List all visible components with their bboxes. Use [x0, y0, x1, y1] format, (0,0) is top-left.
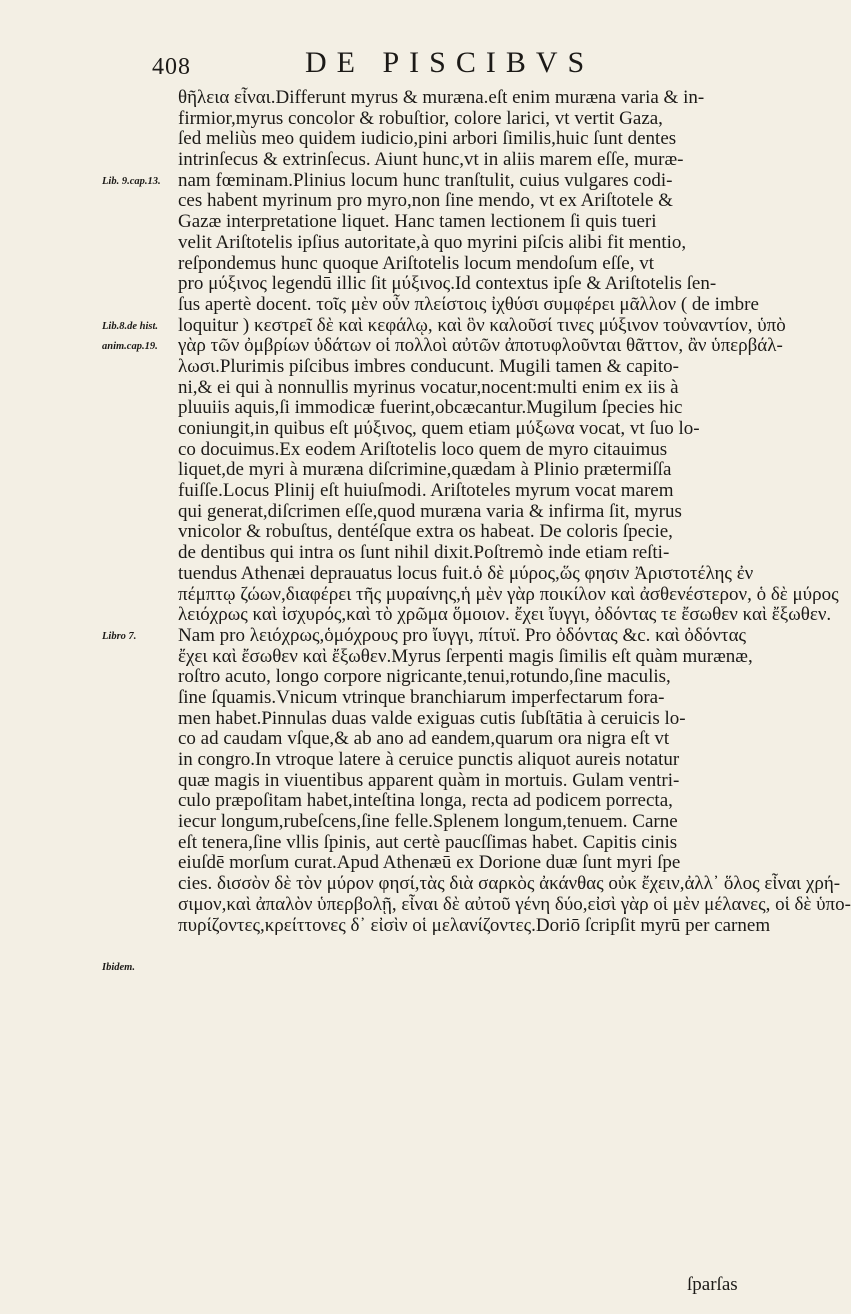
text-line: ἔχει καὶ ἔσωθεν καὶ ἔξωθεν.Myrus ſerpenti magis ſimilis eſt quàm murænæ,	[178, 645, 753, 667]
text-line: loquitur ) κεστρεῖ δὲ καὶ κεφάλῳ, καὶ ὃν καλοῦσί τινες μύξινον τοὐναντίον, ὑπὸ	[178, 314, 786, 336]
body-text	[178, 87, 851, 936]
text-line: σιμον,καὶ ἀπαλὸν ὑπερβολῇ, εἶναι δὲ αὐτοῦ γένη δύο,εἰσὶ γὰρ οἱ μὲν μέλανες, οἱ δὲ ὑπο-	[178, 893, 851, 915]
margin-note: Ibidem.	[102, 962, 135, 974]
margin-note: Lib.8.de hist.	[102, 320, 159, 332]
text-line: cies. δισσὸν δὲ τὸν μύρον φησί,τὰς διὰ σαρκὸς ἀκάνθας οὐκ ἔχειν,ἀλλ᾽ ὅλος εἶναι χρή-	[178, 873, 841, 895]
text-line: culo præpoſitam habet,inteſtina longa, recta ad podicem porrecta,	[178, 790, 673, 812]
text-line: vnicolor & robuſtus, dentéſque extra os habeat. De coloris ſpecie,	[178, 521, 673, 543]
text-line: eſt tenera,ſine vllis ſpinis, aut certè paucſſimas habet. Capitis cinis	[178, 831, 678, 853]
text-line: pro μύξινος legendū illic ſit μύξινος.Id contextus ipſe & Ariſtotelis ſen-	[178, 273, 717, 295]
text-line: coniungit,in quibus eſt μύξινος, quem etiam μύξωνα vocat, vt ſuo lo-	[178, 418, 700, 439]
running-title: DE PISCIBVS	[305, 46, 595, 79]
text-line: ces habent myrinum pro myro,non ſine mendo, vt ex Ariſtotele &	[178, 190, 673, 212]
text-line: ſed meliùs meo quidem iudicio,pini arbori ſimilis,huic ſunt dentes	[178, 128, 677, 150]
text-line: Gazæ interpretatione liquet. Hanc tamen lectionem ſi quis tueri	[178, 211, 657, 233]
margin-note: Lib. 9.cap.13.	[102, 175, 161, 187]
text-line: reſpondemus hunc quoque Ariſtotelis locum mendoſum eſſe, vt	[178, 252, 654, 274]
text-line: θῆλεια εἶναι.Differunt myrus & muræna.eſt enim muræna varia & in-	[178, 87, 705, 108]
text-line: velit Ariſtotelis ipſius autoritate,à quo myrini piſcis alibi fit mentio,	[178, 231, 687, 253]
text-line: eiuſdē morſum curat.Apud Athenæū ex Dorione duæ ſunt myri ſpe	[178, 852, 681, 874]
text-line: Nam pro λειόχρως,ὁμόχρους pro ἴυγγι, πίτυϊ. Pro ὀδόντας &c. καὶ ὀδόντας	[178, 624, 747, 646]
text-line: tuendus Athenæi deprauatus locus fuit.ὁ δὲ μύρος,ὥς φησιν Ἀριστοτέλης ἐν	[178, 562, 754, 584]
text-line: liquet,de myri à muræna diſcrimine,quædam à Plinio prætermiſſa	[178, 459, 672, 481]
text-line: nam fœminam.Plinius locum hunc tranſtulit, cuius vulgares codi-	[178, 169, 673, 191]
text-line: πέμπτῳ ζώων,διαφέρει τῆς μυραίνης,ἡ μὲν γὰρ ποικίλον καὶ ἀσθενέστερον, ὁ δὲ μύρος	[178, 583, 839, 605]
text-line: firmior,myrus concolor & robuſtior, colore larici, vt vertit Gaza,	[178, 107, 663, 129]
page-header	[0, 40, 800, 90]
margin-note: Libro 7.	[102, 631, 137, 643]
catchword: ſparſas	[687, 1274, 738, 1295]
text-line: qui generat,diſcrimen eſſe,quod muræna varia & infirma ſit, myrus	[178, 500, 682, 522]
text-line: co docuimus.Ex eodem Ariſtotelis loco quem de myro citauimus	[178, 438, 668, 460]
text-line: ſine ſquamis.Vnicum vtrinque branchiarum imperfectarum fora-	[178, 686, 665, 708]
text-line: λωσι.Plurimis piſcibus imbres conducunt. Mugili tamen & capito-	[178, 355, 679, 377]
page-number: 408	[152, 54, 191, 80]
text-line: γὰρ τῶν ὀμβρίων ὑδάτων οἱ πολλοὶ αὐτῶν ἀποτυφλοῦνται θᾶττον, ἂν ὑπερβάλ-	[178, 335, 783, 357]
text-line: πυρίζοντες,κρείττονες δ᾽ εἰσὶν οἱ μελανίζοντες.Doriō ſcripſit myrū per carnem	[178, 914, 771, 936]
text-line: λειόχρως καὶ ἰσχυρός,καὶ τὸ χρῶμα ὅμοιον. ἔχει ἴυγγι, ὀδόντας τε ἔσωθεν καὶ ἔξωθεν.	[178, 604, 832, 626]
margin-note: anim.cap.19.	[102, 341, 158, 353]
text-line: co ad caudam vſque,& ab ano ad eandem,quarum ora nigra eſt vt	[178, 728, 670, 750]
text-line: pluuiis aquis,ſi immodicæ fuerint,obcæcantur.Mugilum ſpecies hic	[178, 397, 683, 419]
text-line: ſus apertè docent. τοῖς μὲν οὖν πλείστοις ἰχθύσι συμφέρει μᾶλλον ( de imbre	[178, 293, 759, 315]
text-line: iecur longum,rubeſcens,ſine felle.Splenem longum,tenuem. Carne	[178, 811, 678, 833]
text-line: men habet.Pinnulas duas valde exiguas cutis ſubſtātia à ceruicis lo-	[178, 707, 686, 729]
text-line: quæ magis in viuentibus apparent quàm in mortuis. Gulam ventri-	[178, 769, 680, 791]
text-line: roſtro acuto, longo corpore nigricante,tenui,rotundo,ſine maculis,	[178, 666, 671, 688]
text-line: ni,& ei qui à nonnullis myrinus vocatur,nocent:multi enim ex iis à	[178, 376, 679, 398]
text-line: intrinſecus & extrinſecus. Aiunt hunc,vt in aliis marem eſſe, muræ-	[178, 149, 684, 171]
text-line: de dentibus qui intra os ſunt nihil dixit.Poſtremò inde etiam reſti-	[178, 542, 670, 564]
text-line: fuiſſe.Locus Plinij eſt huiuſmodi. Ariſtoteles myrum vocat marem	[178, 480, 674, 502]
text-line: in congro.In vtroque latere à ceruice punctis aliquot aureis notatur	[178, 749, 680, 770]
